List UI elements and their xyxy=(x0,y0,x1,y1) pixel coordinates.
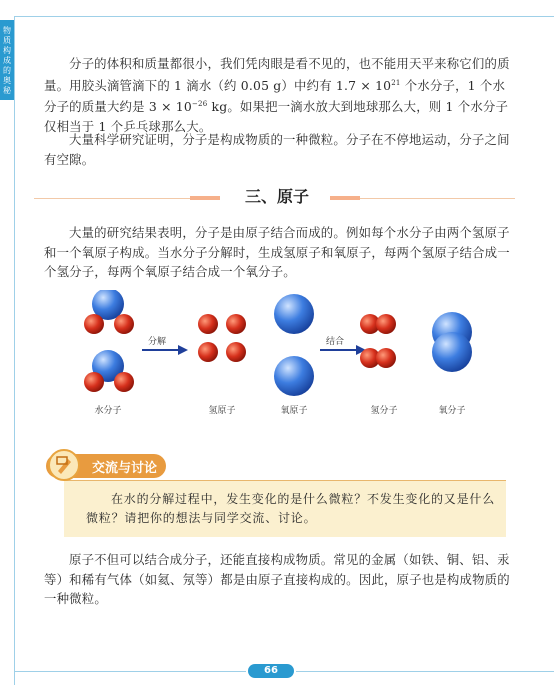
arrow-decompose-label: 分解 xyxy=(148,337,167,347)
section-title: 三、原子 xyxy=(244,187,309,206)
p1-exponent-2: −26 xyxy=(191,100,208,109)
section-header xyxy=(0,184,554,207)
margin-line xyxy=(14,16,15,685)
p1-text-a: 分子的体积和质量都很小，我们凭肉眼是看不见的，也不能用天平来称它们的质量。用胶头滴管滴下的 1 滴水（约 0.05 g）中约有 1.7 × 10 xyxy=(44,56,510,93)
oxygen-atoms xyxy=(274,294,314,396)
water-decomposition-diagram xyxy=(70,290,490,400)
arrow-combine-label: 结合 xyxy=(326,337,345,347)
p1-exponent-1: 21 xyxy=(391,78,401,87)
hydrogen-molecules xyxy=(360,314,396,368)
caption-water-molecule: 水分子 xyxy=(94,406,122,416)
discussion-icon xyxy=(48,449,80,481)
chapter-side-tab: 物质构成的奥秘 xyxy=(0,20,14,100)
oxygen-molecule xyxy=(432,312,472,372)
paragraph-molecule-property: 大量科学研究证明，分子是构成物质的一种微粒。分子在不停地运动，分子之间有空隙。 xyxy=(44,132,510,167)
paragraph-molecule-size xyxy=(44,54,514,136)
caption-hydrogen-atom: 氢原子 xyxy=(208,406,236,416)
paragraph-atoms-intro: 大量的研究结果表明，分子是由原子结合而成的。例如每个水分子由两个氢原子和一个氧原子构成。当水分子分解时，生成氢原子和氧原子，每两个氢原子结合成一个氢分子，每两个氧原子结合成一个氧分子。 xyxy=(44,225,510,279)
page-number: 66 xyxy=(248,664,294,678)
discussion-text: 在水的分解过程中，发生变化的是什么微粒？不发生变化的又是什么微粒？请把你的想法与同学交流、讨论。 xyxy=(86,492,496,525)
top-rule xyxy=(14,16,554,17)
discussion-label: 交流与讨论 xyxy=(92,461,158,476)
hydrogen-atoms xyxy=(198,314,246,362)
p1-text-b: 个水分子，1 个水分子的质量大约是 3 × 10 xyxy=(44,77,506,115)
discussion-rule xyxy=(64,480,506,481)
caption-oxygen-molecule: 氧分子 xyxy=(438,406,466,416)
paragraph-atoms-matter: 原子不但可以结合成分子，还能直接构成物质。常见的金属（如铁、铜、铝、汞等）和稀有气体（如氦、氖等）都是由原子直接构成的。因此，原子也是构成物质的一种微粒。 xyxy=(44,552,510,606)
p1-text-c: kg。如果把一滴水放大到地球那么大，则 1 个水分子仅相当于 1 个乒乓球那么大。 xyxy=(44,99,509,134)
water-molecule-2 xyxy=(84,350,134,392)
footer-rule-right xyxy=(296,671,554,672)
caption-oxygen-atom: 氧原子 xyxy=(280,406,308,416)
caption-hydrogen-molecule: 氢分子 xyxy=(370,406,398,416)
water-molecule-1 xyxy=(84,290,134,334)
footer-rule-left xyxy=(14,671,246,672)
